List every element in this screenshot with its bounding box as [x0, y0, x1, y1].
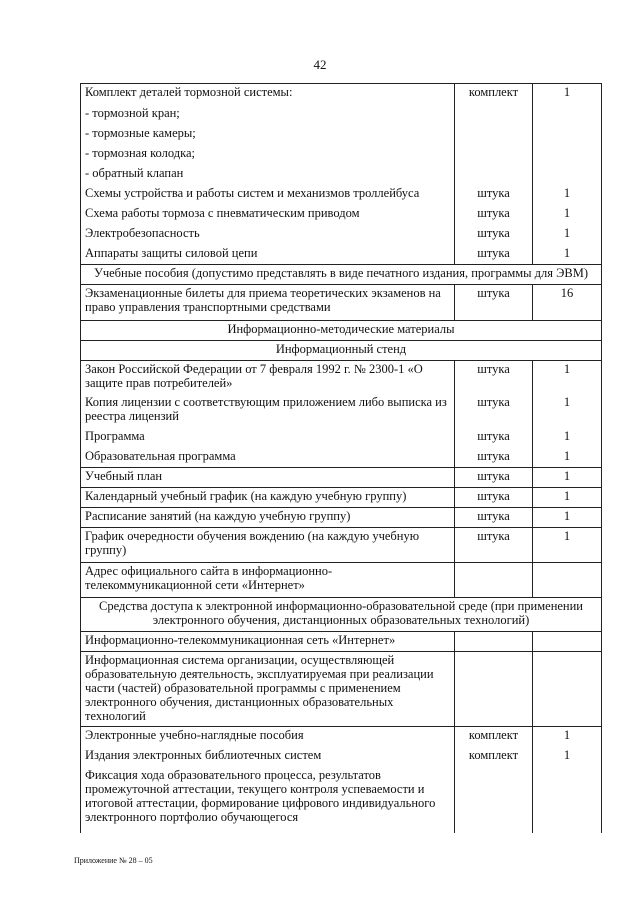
quantity-cell: 1 — [533, 245, 602, 265]
equipment-table — [80, 83, 602, 833]
table-row — [81, 105, 602, 125]
item-name-cell: Фиксация хода образовательного процесса, результатов промежуточной аттестации, текущего контроля успеваемости и итоговой аттестации, формирование цифрового индивидуального электронного портфолио обучающегося — [81, 767, 455, 833]
item-name-cell: Издания электронных библиотечных систем — [81, 747, 455, 767]
quantity-cell — [533, 125, 602, 145]
quantity-cell: 1 — [533, 468, 602, 488]
item-name-cell: Комплект деталей тормозной системы: — [81, 84, 455, 105]
unit-cell: комплект — [455, 84, 533, 105]
quantity-cell — [533, 165, 602, 185]
unit-cell: штука — [455, 225, 533, 245]
item-name-cell: Схема работы тормоза с пневматическим приводом — [81, 205, 455, 225]
unit-cell — [455, 767, 533, 833]
unit-cell — [455, 632, 533, 652]
item-name-cell: Аппараты защиты силовой цепи — [81, 245, 455, 265]
footer-note: Приложение № 28 – 05 — [74, 856, 153, 865]
item-name-cell: Учебный план — [81, 468, 455, 488]
page-number: 42 — [313, 57, 327, 72]
table-row — [81, 727, 602, 747]
table-row — [81, 361, 602, 394]
unit-cell — [455, 105, 533, 125]
unit-cell: комплект — [455, 727, 533, 747]
table-row — [81, 448, 602, 468]
item-name-cell: Информационно-телекоммуникационная сеть «Интернет» — [81, 632, 455, 652]
quantity-cell: 1 — [533, 361, 602, 394]
table-row — [81, 767, 602, 833]
table-row — [81, 165, 602, 185]
quantity-cell: 1 — [533, 205, 602, 225]
quantity-cell: 1 — [533, 428, 602, 448]
section-header-row — [81, 341, 602, 361]
quantity-cell: 1 — [533, 84, 602, 105]
quantity-cell — [533, 563, 602, 598]
table-row — [81, 394, 602, 428]
quantity-cell: 1 — [533, 225, 602, 245]
unit-cell: штука — [455, 185, 533, 205]
table-row — [81, 747, 602, 767]
table-row — [81, 508, 602, 528]
section-header-row — [81, 265, 602, 285]
quantity-cell: 1 — [533, 508, 602, 528]
table-row — [81, 125, 602, 145]
unit-cell: штука — [455, 448, 533, 468]
item-name-cell: Расписание занятий (на каждую учебную группу) — [81, 508, 455, 528]
unit-cell: штука — [455, 285, 533, 321]
item-name-cell: График очередности обучения вождению (на каждую учебную группу) — [81, 528, 455, 563]
table-row — [81, 652, 602, 727]
quantity-cell: 1 — [533, 394, 602, 428]
item-name-cell: Экзаменационные билеты для приема теоретических экзаменов на право управления транспортными средствами — [81, 285, 455, 321]
section-title: Средства доступа к электронной информационно-образовательной среде (при применении электронного обучения, дистанционных образовательных технологий) — [81, 598, 602, 632]
quantity-cell — [533, 145, 602, 165]
table-row — [81, 488, 602, 508]
quantity-cell — [533, 632, 602, 652]
item-name-cell: Электронные учебно-наглядные пособия — [81, 727, 455, 747]
unit-cell — [455, 145, 533, 165]
unit-cell: штука — [455, 468, 533, 488]
table-row — [81, 205, 602, 225]
table-row — [81, 245, 602, 265]
table-row — [81, 428, 602, 448]
unit-cell: штука — [455, 245, 533, 265]
item-name-cell: Электробезопасность — [81, 225, 455, 245]
unit-cell: штука — [455, 428, 533, 448]
quantity-cell — [533, 767, 602, 833]
item-name-cell: Схемы устройства и работы систем и механизмов троллейбуса — [81, 185, 455, 205]
table-row — [81, 185, 602, 205]
item-name-cell: Копия лицензии с соответствующим приложением либо выписка из реестра лицензий — [81, 394, 455, 428]
section-header-row — [81, 598, 602, 632]
unit-cell: штука — [455, 488, 533, 508]
item-name-cell: - тормозная колодка; — [81, 145, 455, 165]
quantity-cell: 1 — [533, 528, 602, 563]
quantity-cell: 1 — [533, 727, 602, 747]
table-row — [81, 285, 602, 321]
unit-cell: штука — [455, 508, 533, 528]
unit-cell — [455, 165, 533, 185]
section-title: Информационный стенд — [81, 341, 602, 361]
table-row — [81, 563, 602, 598]
table-row — [81, 145, 602, 165]
unit-cell: комплект — [455, 747, 533, 767]
item-name-cell: Образовательная программа — [81, 448, 455, 468]
unit-cell: штука — [455, 205, 533, 225]
quantity-cell: 1 — [533, 747, 602, 767]
unit-cell — [455, 125, 533, 145]
quantity-cell — [533, 652, 602, 727]
item-name-cell: Закон Российской Федерации от 7 февраля 1992 г. № 2300-1 «О защите прав потребителей» — [81, 361, 455, 394]
unit-cell: штука — [455, 528, 533, 563]
quantity-cell — [533, 105, 602, 125]
item-name-cell: Информационная система организации, осуществляющей образовательную деятельность, эксплуатируемая при реализации части (частей) образовательной программы с применением электронного обучения, дистанционных образовательных технологий — [81, 652, 455, 727]
section-header-row — [81, 321, 602, 341]
unit-cell: штука — [455, 394, 533, 428]
item-name-cell: Адрес официального сайта в информационно-телекоммуникационной сети «Интернет» — [81, 563, 455, 598]
section-title: Учебные пособия (допустимо представлять в виде печатного издания, программы для ЭВМ) — [81, 265, 602, 285]
item-name-cell: Календарный учебный график (на каждую учебную группу) — [81, 488, 455, 508]
section-title: Информационно-методические материалы — [81, 321, 602, 341]
unit-cell — [455, 652, 533, 727]
table-row — [81, 528, 602, 563]
quantity-cell: 16 — [533, 285, 602, 321]
unit-cell — [455, 563, 533, 598]
table-row — [81, 632, 602, 652]
table-row — [81, 468, 602, 488]
table-row — [81, 84, 602, 105]
quantity-cell: 1 — [533, 185, 602, 205]
table-row — [81, 225, 602, 245]
item-name-cell: - обратный клапан — [81, 165, 455, 185]
quantity-cell: 1 — [533, 448, 602, 468]
quantity-cell: 1 — [533, 488, 602, 508]
unit-cell: штука — [455, 361, 533, 394]
item-name-cell: Программа — [81, 428, 455, 448]
item-name-cell: - тормозные камеры; — [81, 125, 455, 145]
item-name-cell: - тормозной кран; — [81, 105, 455, 125]
